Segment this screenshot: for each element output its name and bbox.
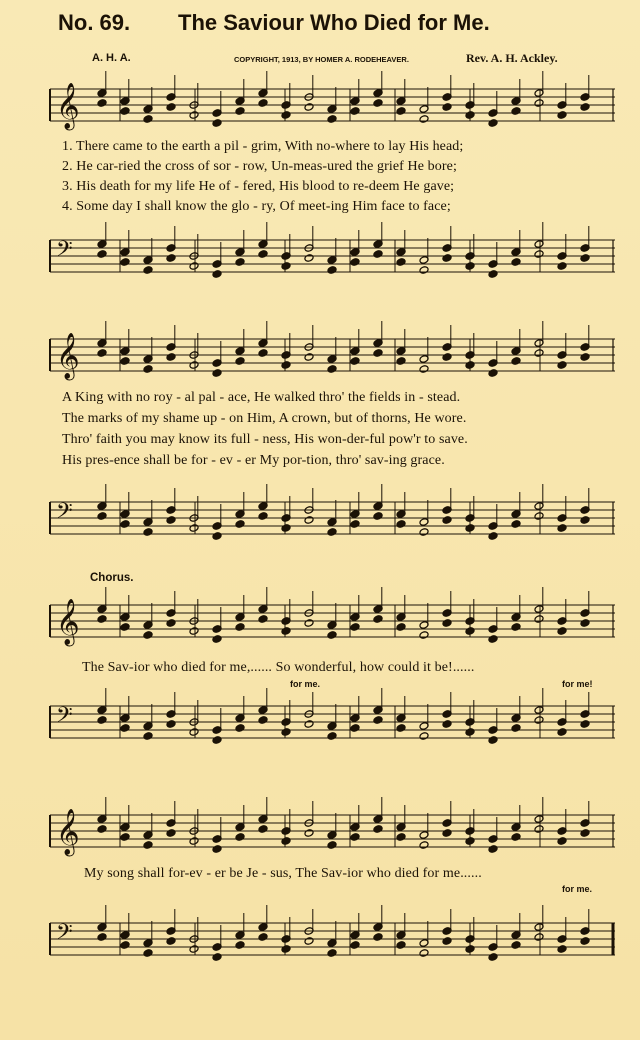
chorus-echo-3: for me. xyxy=(562,884,593,894)
verse-2-line-b: The marks of my shame up - on Him, A crown, but of thorns, He wore. xyxy=(62,411,467,426)
bass-clef-icon: 𝄢 xyxy=(56,920,73,950)
chorus-echo-2: for me! xyxy=(562,679,593,689)
verse-1-line-b: A King with no roy - al pal - ace, He walked thro' the fields in - stead. xyxy=(62,390,461,405)
bass-staff-chorus-1 xyxy=(50,692,615,752)
composer-credit: A. H. A. xyxy=(92,52,131,64)
verse-3-line-b: Thro' faith you may know its full - ness, His won-der-ful pow'r to save. xyxy=(62,432,468,447)
bass-clef-icon: 𝄢 xyxy=(56,237,73,267)
bass-staff-chorus-2 xyxy=(50,904,615,974)
hymn-title: The Saviour Who Died for Me. xyxy=(178,10,490,35)
treble-staff-chorus-2 xyxy=(50,796,615,866)
treble-clef-icon: 𝄞 xyxy=(56,333,80,379)
bass-clef-icon: 𝄢 xyxy=(56,703,73,733)
verse-4-line-a: 4. Some day I shall know the glo - ry, Of meet-ing Him face to face; xyxy=(62,199,451,214)
verse-3-line-a: 3. His death for my life He of - fered, His blood to re-deem He gave; xyxy=(62,179,455,194)
bass-clef-icon: 𝄢 xyxy=(56,499,73,529)
verse-1-line-a: 1. There came to the earth a pil - grim, With no-where to lay His head; xyxy=(62,139,464,154)
chorus-lyric-line-1: The Sav-ior who died for me,...... So wonderful, how could it be!...... xyxy=(82,660,475,675)
treble-clef-icon: 𝄞 xyxy=(56,83,80,129)
author-credit: Rev. A. H. Ackley. xyxy=(466,51,558,65)
chorus-echo-1: for me. xyxy=(290,679,321,689)
treble-staff-chorus-1 xyxy=(50,588,615,654)
treble-staff-system-2 xyxy=(50,322,615,388)
hymn-number: No. 69. xyxy=(58,10,131,35)
treble-staff-system-1 xyxy=(50,72,615,138)
treble-clef-icon: 𝄞 xyxy=(56,599,80,645)
verse-2-line-a: 2. He car-ried the cross of sor - row, Un-meas-ured the grief He bore; xyxy=(62,159,457,174)
treble-clef-icon: 𝄞 xyxy=(56,809,80,855)
verse-4-line-b: His pres-ence shall be for - ev - er My por-tion, thro' sav-ing grace. xyxy=(62,453,445,468)
copyright-notice: COPYRIGHT, 1913, BY HOMER A. RODEHEAVER. xyxy=(234,55,409,64)
bass-staff-system-2 xyxy=(50,488,615,548)
chorus-lyric-line-2: My song shall for-ev - er be Je - sus, The Sav-ior who died for me...... xyxy=(84,866,482,881)
bass-staff-system-1 xyxy=(50,232,615,280)
chorus-label: Chorus. xyxy=(90,572,134,584)
